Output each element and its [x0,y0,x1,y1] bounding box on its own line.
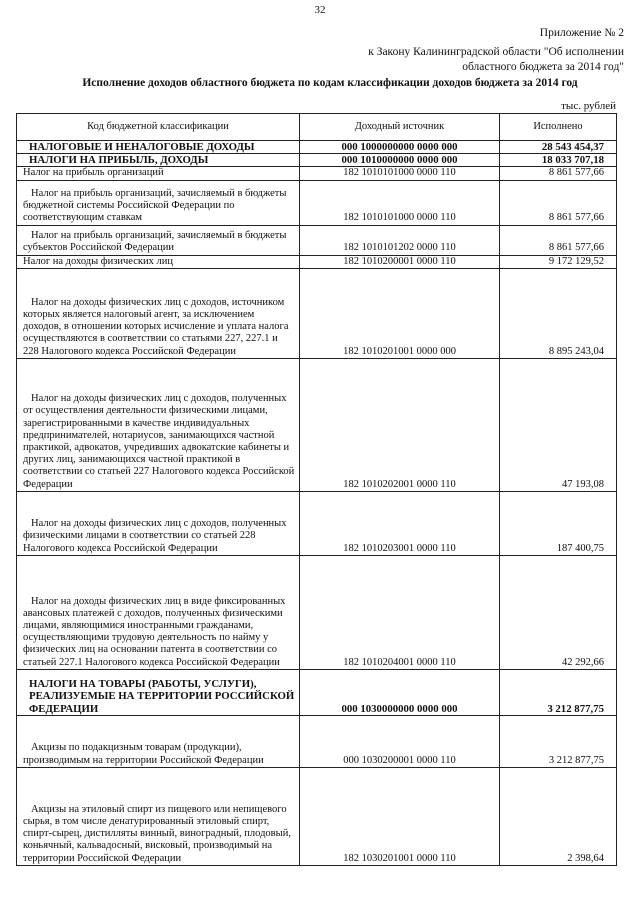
row-code: 182 1010201001 0000 000 [300,268,500,358]
row-name: Налог на прибыль организаций [17,167,300,180]
row-name: Налог на доходы физических лиц с доходов, полученных физическими лицами в соответствии со статьей 228 Налогового кодекса Российской Федерации [17,491,300,555]
header-revenue-source: Доходный источник [300,114,500,141]
table-row [17,141,617,154]
row-code: 000 1030000000 0000 000 [300,669,500,715]
row-code: 182 1010200001 0000 110 [300,255,500,268]
row-value: 8 861 577,66 [500,167,617,180]
row-value: 47 193,08 [500,358,617,491]
row-value: 8 861 577,66 [500,225,617,255]
row-name: НАЛОГИ НА ПРИБЫЛЬ, ДОХОДЫ [17,154,300,167]
table-row [17,555,617,669]
row-name: Налог на доходы физических лиц [17,255,300,268]
row-value: 2 398,64 [500,767,617,865]
row-value: 42 292,66 [500,555,617,669]
row-value: 3 212 877,75 [500,669,617,715]
appendix-line-2: к Закону Калининградской области "Об исполнении [368,46,624,58]
row-value: 8 895 243,04 [500,268,617,358]
row-value: 3 212 877,75 [500,715,617,767]
table-header-row [17,114,617,141]
table-row [17,268,617,358]
table-row [17,154,617,167]
row-name: НАЛОГОВЫЕ И НЕНАЛОГОВЫЕ ДОХОДЫ [17,141,300,154]
document-title: Исполнение доходов областного бюджета по кодам классификации доходов бюджета за 2014 год [82,77,578,89]
header-classification-code: Код бюджетной классификации [17,114,300,141]
table-row [17,669,617,715]
row-name: Налог на доходы физических лиц с доходов, полученных от осуществления деятельности физическими лицами, зарегистрированными в качестве индивидуальных предпринимателей, нотариусов, занимающихся частной практикой, адвокатов, учредивших адвокатские кабинеты и других лиц, занимающихся частной практикой в соответствии со статьей 227 Налогового кодекса Российской Федерации [17,358,300,491]
row-value: 18 033 707,18 [500,154,617,167]
row-code: 182 1010203001 0000 110 [300,491,500,555]
appendix-line-3: областного бюджета за 2014 год" [462,61,624,73]
row-name: Налог на доходы физических лиц в виде фиксированных авансовых платежей с доходов, полученных физическими лицами, являющимися иностранными гражданами, осуществляющими трудовую деятельность по найму у физических лиц на основании патента в соответствии со статьей 227.1 Налогового кодекса Российской Федерации [17,555,300,669]
units-label: тыс. рублей [561,100,616,112]
row-code: 182 1010204001 0000 110 [300,555,500,669]
table-row [17,491,617,555]
header-executed: Исполнено [500,114,617,141]
row-code: 000 1010000000 0000 000 [300,154,500,167]
row-code: 000 1000000000 0000 000 [300,141,500,154]
table-row [17,180,617,225]
row-code: 000 1030200001 0000 110 [300,715,500,767]
appendix-caption [368,26,624,75]
revenue-table [16,113,617,866]
row-value: 28 543 454,37 [500,141,617,154]
row-code: 182 1010101000 0000 110 [300,167,500,180]
row-name: Налог на прибыль организаций, зачисляемый в бюджеты бюджетной системы Российской Федерации по соответствующим ставкам [17,180,300,225]
row-value: 9 172 129,52 [500,255,617,268]
table-row [17,767,617,865]
table-row [17,715,617,767]
row-name: Налог на доходы физических лиц с доходов, источником которых является налоговый агент, за исключением доходов, в отношении которых исчисление и уплата налога осуществляются в соответствии со статьями 227, 227.1 и 228 Налогового кодекса Российской Федерации [17,268,300,358]
row-code: 182 1010101202 0000 110 [300,225,500,255]
row-value: 8 861 577,66 [500,180,617,225]
row-code: 182 1010101000 0000 110 [300,180,500,225]
appendix-line-1: Приложение № 2 [539,27,624,39]
row-name: Акцизы на этиловый спирт из пищевого или непищевого сырья, в том числе денатурированный этиловый спирт, спирт-сырец, дистилляты винный, виноградный, плодовый, коньячный, кальвадосный, висковый, производимый на территории Российской Федерации [17,767,300,865]
row-value: 187 400,75 [500,491,617,555]
row-name: Налог на прибыль организаций, зачисляемый в бюджеты субъектов Российской Федерации [17,225,300,255]
table-row [17,255,617,268]
row-code: 182 1010202001 0000 110 [300,358,500,491]
row-name: Акцизы по подакцизным товарам (продукции), производимым на территории Российской Федерации [17,715,300,767]
table-row [17,225,617,255]
table-row [17,358,617,491]
page-number: 32 [314,4,326,16]
row-name: НАЛОГИ НА ТОВАРЫ (РАБОТЫ, УСЛУГИ), РЕАЛИЗУЕМЫЕ НА ТЕРРИТОРИИ РОССИЙСКОЙ ФЕДЕРАЦИИ [17,669,300,715]
row-code: 182 1030201001 0000 110 [300,767,500,865]
table-row [17,167,617,180]
